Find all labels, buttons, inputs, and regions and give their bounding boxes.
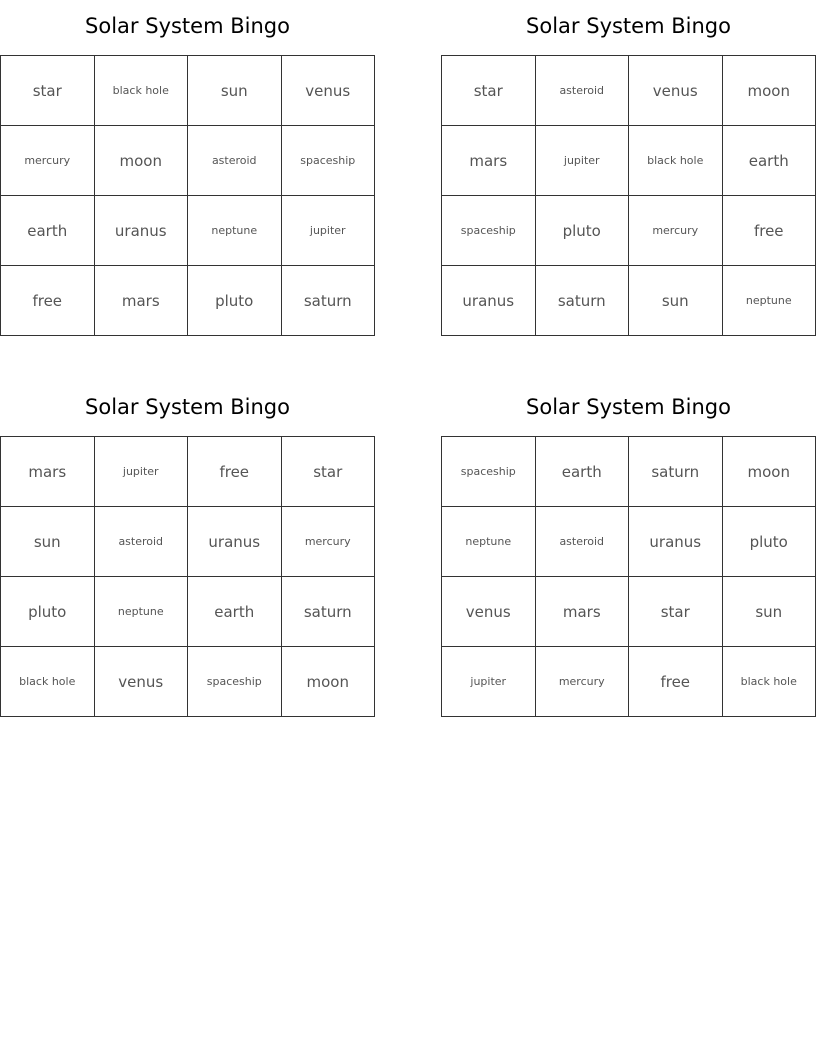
bingo-cell: black hole <box>629 126 723 196</box>
bingo-cell: sun <box>629 266 723 336</box>
bingo-cell: free <box>723 196 816 266</box>
bingo-cell: star <box>1 56 95 126</box>
bingo-cell: uranus <box>188 507 282 577</box>
bingo-cell: saturn <box>536 266 630 336</box>
bingo-cell: venus <box>282 56 376 126</box>
bingo-cell: moon <box>723 56 816 126</box>
bingo-cell: saturn <box>282 266 376 336</box>
bingo-cell: spaceship <box>442 437 536 507</box>
bingo-cell: sun <box>723 577 816 647</box>
bingo-cell: jupiter <box>282 196 376 266</box>
bingo-cell: star <box>442 56 536 126</box>
bingo-cell: moon <box>282 647 376 717</box>
bingo-cell: free <box>1 266 95 336</box>
bingo-cell: mars <box>1 437 95 507</box>
bingo-cell: earth <box>1 196 95 266</box>
bingo-cell: neptune <box>442 507 536 577</box>
card-title: Solar System Bingo <box>526 395 731 419</box>
bingo-cell: pluto <box>188 266 282 336</box>
bingo-cell: pluto <box>1 577 95 647</box>
bingo-cell: mercury <box>536 647 630 717</box>
bingo-cell: uranus <box>95 196 189 266</box>
bingo-cell: pluto <box>536 196 630 266</box>
bingo-cell: neptune <box>723 266 816 336</box>
bingo-cell: sun <box>188 56 282 126</box>
bingo-cell: mercury <box>282 507 376 577</box>
bingo-cell: asteroid <box>95 507 189 577</box>
bingo-cell: moon <box>95 126 189 196</box>
bingo-card <box>441 0 816 336</box>
bingo-cell: mars <box>536 577 630 647</box>
bingo-cell: mars <box>95 266 189 336</box>
bingo-cell: spaceship <box>442 196 536 266</box>
bingo-cell: jupiter <box>442 647 536 717</box>
bingo-grid <box>441 55 816 336</box>
card-title: Solar System Bingo <box>85 395 290 419</box>
bingo-cell: spaceship <box>282 126 376 196</box>
bingo-cell: jupiter <box>95 437 189 507</box>
bingo-cell: earth <box>536 437 630 507</box>
bingo-cell: free <box>629 647 723 717</box>
bingo-cell: mars <box>442 126 536 196</box>
bingo-card <box>441 381 816 717</box>
bingo-cell: uranus <box>442 266 536 336</box>
bingo-cell: saturn <box>282 577 376 647</box>
bingo-cell: saturn <box>629 437 723 507</box>
bingo-cell: venus <box>95 647 189 717</box>
bingo-cell: moon <box>723 437 816 507</box>
bingo-cell: earth <box>723 126 816 196</box>
bingo-cell: jupiter <box>536 126 630 196</box>
bingo-grid <box>0 55 375 336</box>
bingo-cell: venus <box>442 577 536 647</box>
bingo-cell: asteroid <box>188 126 282 196</box>
bingo-cell: asteroid <box>536 507 630 577</box>
bingo-cell: black hole <box>95 56 189 126</box>
bingo-cell: black hole <box>1 647 95 717</box>
card-title: Solar System Bingo <box>526 14 731 38</box>
bingo-cell: neptune <box>95 577 189 647</box>
bingo-card <box>0 381 375 717</box>
bingo-card <box>0 0 375 336</box>
card-title: Solar System Bingo <box>85 14 290 38</box>
bingo-cell: mercury <box>1 126 95 196</box>
bingo-cell: uranus <box>629 507 723 577</box>
bingo-grid <box>441 436 816 717</box>
bingo-grid <box>0 436 375 717</box>
bingo-cell: neptune <box>188 196 282 266</box>
bingo-cell: spaceship <box>188 647 282 717</box>
bingo-cell: mercury <box>629 196 723 266</box>
bingo-cell: asteroid <box>536 56 630 126</box>
bingo-cell: earth <box>188 577 282 647</box>
bingo-cell: star <box>282 437 376 507</box>
bingo-cell: sun <box>1 507 95 577</box>
bingo-cell: black hole <box>723 647 816 717</box>
bingo-cell: venus <box>629 56 723 126</box>
bingo-cell: pluto <box>723 507 816 577</box>
bingo-cell: free <box>188 437 282 507</box>
bingo-cell: star <box>629 577 723 647</box>
